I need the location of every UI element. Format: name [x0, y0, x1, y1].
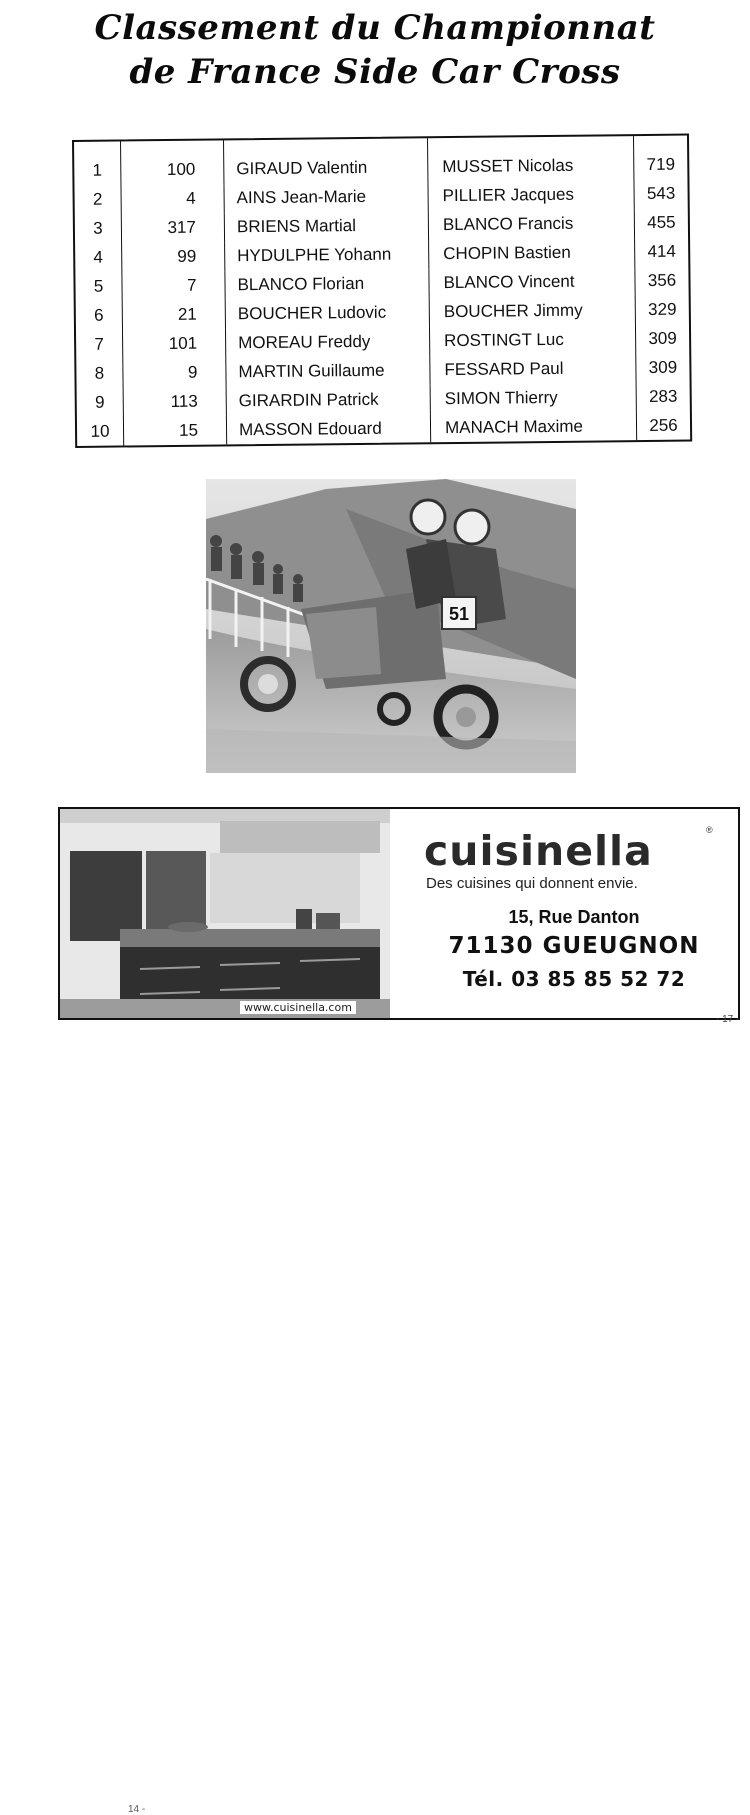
points-cell: 256 — [649, 415, 678, 435]
ranking-table — [72, 134, 692, 448]
passenger-name-cell: SIMON Thierry — [430, 382, 636, 413]
points-cell: 309 — [648, 357, 678, 377]
race-number-cell: 21 — [122, 300, 225, 330]
ranking-row — [77, 411, 690, 446]
race-number-cell: 15 — [123, 415, 226, 445]
points-cell: 309 — [648, 328, 677, 348]
rank-cell: 9 — [77, 388, 124, 417]
ad-website: www.cuisinella.com — [240, 1001, 356, 1014]
race-number-cell: 101 — [122, 329, 225, 359]
pilot-name-cell: MARTIN Guillaume — [226, 355, 430, 386]
pilot-name-cell: GIRARDIN Patrick — [226, 384, 430, 415]
passenger-name-cell: BLANCO Vincent — [429, 267, 635, 298]
ad-slogan: Des cuisines qui donnent envie. — [426, 875, 638, 892]
pilot-name-cell: AINS Jean-Marie — [224, 182, 428, 213]
sidecar-illustration — [206, 479, 576, 773]
kitchen-illustration — [60, 809, 390, 1018]
pilot-name-cell: BRIENS Martial — [224, 211, 428, 242]
race-number-cell: 100 — [121, 140, 224, 185]
pilot-name-cell: HYDULPHE Yohann — [225, 240, 429, 271]
ad-brand-logo: cuisinella — [424, 827, 653, 875]
title-line-2: de France Side Car Cross — [129, 52, 621, 92]
pilot-name-cell: BOUCHER Ludovic — [225, 298, 429, 329]
passenger-name-cell: BLANCO Francis — [428, 209, 634, 240]
sidecar-photo — [206, 479, 576, 773]
points-cell: 356 — [647, 270, 677, 290]
ad-city: 71130 GUEUGNON — [448, 933, 700, 959]
race-number-cell: 113 — [123, 387, 226, 417]
passenger-name-cell: MANACH Maxime — [430, 411, 636, 442]
points-cell: 543 — [646, 183, 676, 204]
race-number-cell: 317 — [121, 213, 224, 243]
race-number-cell: 4 — [121, 184, 224, 214]
passenger-name-cell: CHOPIN Bastien — [429, 238, 635, 269]
points-cell: 414 — [647, 241, 676, 262]
points-cell: 283 — [648, 386, 678, 406]
passenger-name-cell: BOUCHER Jimmy — [429, 296, 635, 327]
rank-cell: 6 — [76, 301, 123, 330]
pilot-name-cell: GIRAUD Valentin — [224, 138, 428, 184]
title-line-1: Classement du Championnat — [94, 8, 656, 48]
rank-cell: 3 — [75, 214, 122, 243]
passenger-name-cell: MUSSET Nicolas — [428, 136, 634, 182]
rank-cell: 2 — [74, 185, 121, 214]
passenger-name-cell: PILLIER Jacques — [428, 180, 634, 211]
points-cell: 455 — [647, 212, 676, 233]
passenger-name-cell: ROSTINGT Luc — [429, 324, 635, 355]
rank-cell: 4 — [75, 243, 122, 272]
pilot-name-cell: MOREAU Freddy — [225, 327, 429, 358]
page-title — [0, 6, 750, 94]
rank-cell: 5 — [75, 272, 122, 301]
race-number-cell: 7 — [122, 271, 225, 301]
passenger-name-cell: FESSARD Paul — [430, 353, 636, 384]
rank-cell: 10 — [77, 416, 124, 445]
rank-cell: 1 — [74, 141, 121, 185]
rank-cell: 7 — [76, 330, 123, 359]
pilot-name-cell: BLANCO Florian — [225, 269, 429, 300]
race-number-cell: 99 — [122, 242, 225, 272]
ranking-row — [74, 136, 687, 186]
pilot-name-cell: MASSON Edouard — [226, 413, 430, 444]
ad-phone: Tél. 03 85 85 52 72 — [462, 967, 686, 991]
race-number-cell: 9 — [123, 358, 226, 388]
rank-cell: 8 — [76, 359, 123, 388]
points-cell: 719 — [646, 154, 676, 174]
registered-mark: ® — [706, 825, 713, 835]
ad-street: 15, Rue Danton — [508, 907, 640, 927]
page-number-right: - 17 - — [716, 1014, 740, 1025]
bib-number: 51 — [448, 604, 470, 624]
cuisinella-advertisement — [58, 807, 740, 1815]
kitchen-photo — [60, 809, 390, 1018]
points-cell: 329 — [648, 299, 677, 319]
page-number-left: 14 - — [128, 1804, 146, 1815]
